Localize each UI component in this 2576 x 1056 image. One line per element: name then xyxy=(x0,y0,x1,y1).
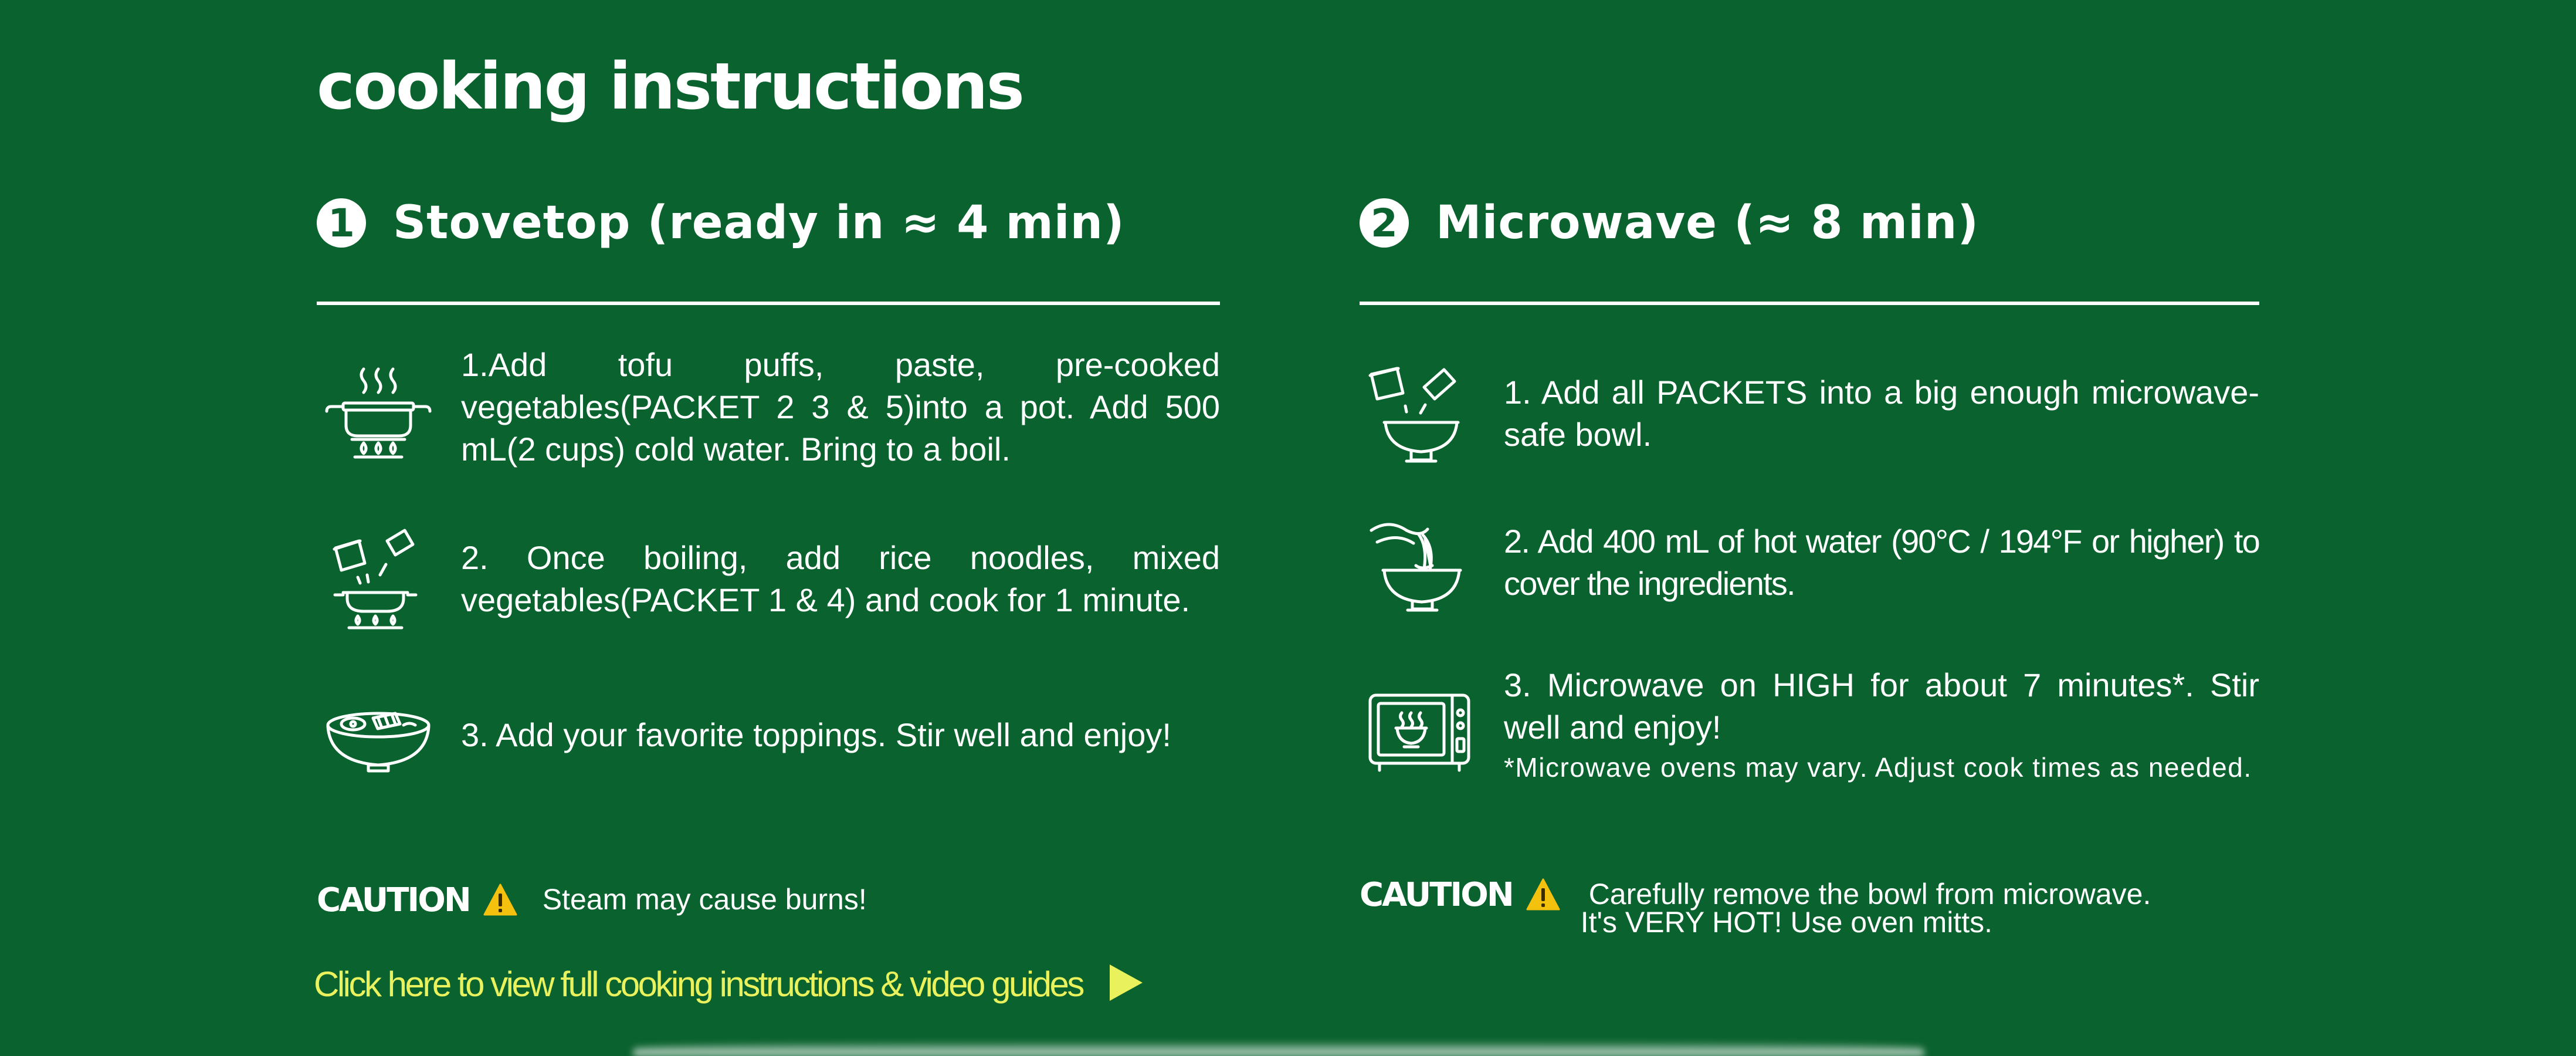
play-arrow-icon[interactable] xyxy=(1107,962,1145,1006)
pot-on-stove-icon xyxy=(317,351,440,463)
microwave-step-1 xyxy=(1360,358,2259,469)
stovetop-section xyxy=(317,188,1220,753)
microwave-icon xyxy=(1360,669,1483,781)
microwave-header xyxy=(1360,188,2259,258)
step-number-badge: 1 xyxy=(317,198,366,248)
pour-water-icon xyxy=(1360,507,1483,618)
page-title: cooking instructions xyxy=(317,49,1023,124)
caution-label: CAUTION xyxy=(317,881,470,919)
step-text-with-note xyxy=(1504,664,2259,786)
step-text: 3. Add your favorite toppings. Stir well and enjoy! xyxy=(461,716,1171,753)
microwave-caution xyxy=(1360,876,2151,939)
microwave-heading: Microwave (≈ 8 min) xyxy=(1436,197,1980,249)
full-instructions-link[interactable] xyxy=(314,962,1145,1006)
step-number-badge: 2 xyxy=(1360,198,1409,248)
step-text: 1. Add all PACKETS into a big enough microwave-safe bowl. xyxy=(1504,374,2259,453)
step-text: 2. Add 400 mL of hot water (90°C / 194°F or higher) to cover the ingredients. xyxy=(1504,523,2259,602)
noodle-bowl-icon xyxy=(317,679,440,791)
stovetop-step-1 xyxy=(317,344,1220,471)
caution-line-2: It's VERY HOT! Use oven mitts. xyxy=(1580,906,1993,939)
step-text: 3. Microwave on HIGH for about 7 minutes*. Stir well and enjoy! xyxy=(1504,666,2259,746)
step-text: 2. Once boiling, add rice noodles, mixed vegetables(PACKET 1 & 4) and cook for 1 minute. xyxy=(461,539,1220,618)
bottom-glow-decoration xyxy=(633,1041,1924,1056)
caution-text xyxy=(1580,876,2151,939)
caution-label: CAUTION xyxy=(1360,876,1513,914)
microwave-step-2 xyxy=(1360,507,2259,618)
section-divider xyxy=(317,302,1220,305)
microwave-step-3 xyxy=(1360,664,2259,786)
packets-into-bowl-icon xyxy=(1360,358,1483,469)
stovetop-step-3 xyxy=(317,679,1220,791)
full-instructions-link-text[interactable]: Click here to view full cooking instructions & video guides xyxy=(314,964,1083,1004)
stovetop-step-2 xyxy=(317,523,1220,635)
warning-icon xyxy=(1526,878,1561,915)
stovetop-heading: Stovetop (ready in ≈ 4 min) xyxy=(393,197,1125,249)
step-text: 1.Add tofu puffs, paste, pre-cooked vegetables(PACKET 2 3 & 5)into a pot. Add 500 mL(2 cups) cold water. Bring to a boil. xyxy=(461,346,1220,468)
caution-line-1: Carefully remove the bowl from microwave. xyxy=(1588,878,2151,911)
microwave-section xyxy=(1360,188,2259,783)
add-packets-to-pot-icon xyxy=(317,523,440,635)
step-note: *Microwave ovens may vary. Adjust cook times as needed. xyxy=(1504,752,2252,783)
warning-icon xyxy=(483,883,518,920)
stovetop-caution xyxy=(317,882,867,920)
caution-text: Steam may cause burns! xyxy=(542,883,867,916)
section-divider xyxy=(1360,302,2259,305)
stovetop-header xyxy=(317,188,1220,258)
